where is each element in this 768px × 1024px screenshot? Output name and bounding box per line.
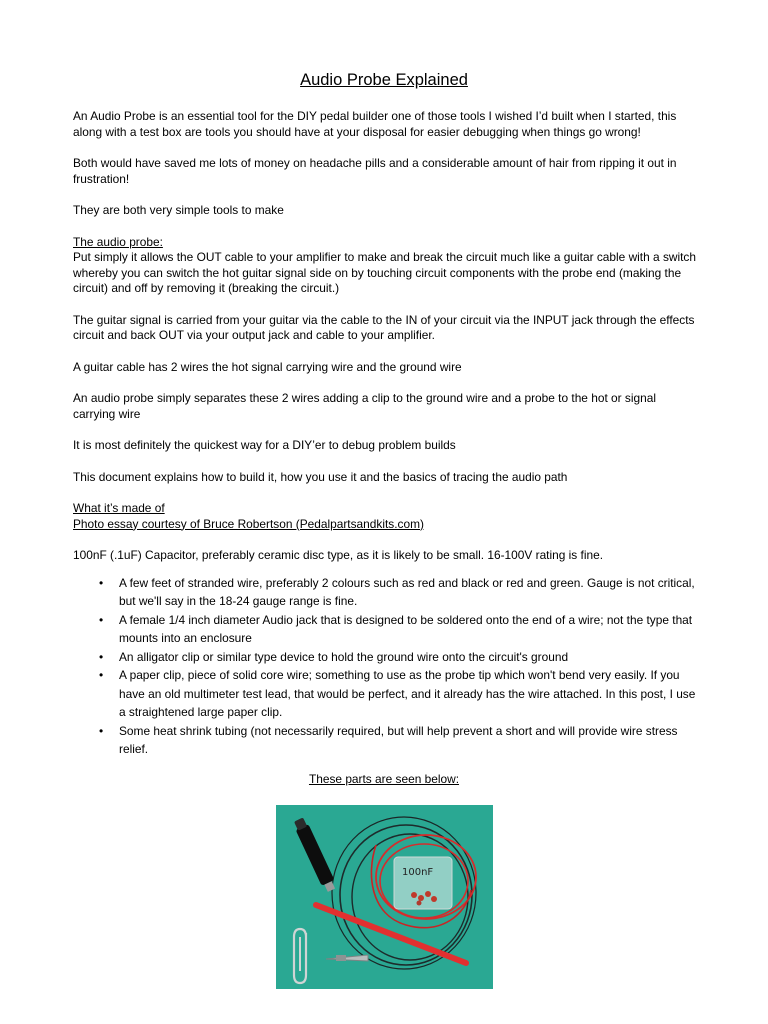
list-item: [99, 611, 698, 648]
parts-photo: [276, 805, 493, 989]
photo-caption: These parts are seen below:: [308, 772, 460, 786]
bullet-icon: •: [99, 575, 104, 590]
document-explains-paragraph: This document explains how to build it, how you use it and the basics of tracing the audio path: [73, 469, 568, 484]
list-item-text: A few feet of stranded wire, preferably 2 colours such as red and black or red and green. Gauge is not critical, but we'll say in the 18-24 gauge range is fine.: [119, 575, 695, 608]
capacitor-paragraph: 100nF (.1uF) Capacitor, preferably ceramic disc type, as it is likely to be small. 16-100V rating is fine.: [73, 548, 604, 562]
audio-probe-heading: The audio probe:: [73, 234, 163, 249]
simple-tools-paragraph: They are both very simple tools to make: [73, 203, 284, 217]
audio-probe-description: Put simply it allows the OUT cable to your amplifier to make and break the circuit much like a guitar cable with a switch whereby you can switch the hot guitar signal side on by touching circuit components with the probe end (making the circuit) and off by removing it (breaking the circuit.): [73, 250, 696, 295]
list-item: [99, 574, 698, 611]
bullet-icon: •: [99, 649, 104, 664]
list-item-text: Some heat shrink tubing (not necessarily required, but will help prevent a short and will provide wire stress relief.: [119, 723, 678, 756]
photo-credit: Photo essay courtesy of Bruce Robertson (Pedalpartsandkits.com): [73, 516, 424, 531]
bullet-icon: •: [99, 723, 104, 738]
parts-photo-illustration: [276, 805, 493, 989]
list-item: [99, 722, 698, 759]
list-item-text: A paper clip, piece of solid core wire; something to use as the probe tip which won't bend very easily. If you have an old multimeter test lead, that would be perfect, and it already has the wire attached. In this post, I use a straightened large paper clip.: [119, 668, 696, 719]
parts-list: [73, 574, 698, 759]
capacitor-bag: [394, 857, 452, 909]
list-item-text: A female 1/4 inch diameter Audio jack that is designed to be soldered onto the end of a wire; not the type that mounts into an enclosure: [119, 612, 693, 645]
list-item-text: An alligator clip or similar type device to hold the ground wire onto the circuit's ground: [119, 649, 569, 664]
document-body: [73, 109, 698, 759]
guitar-cable-paragraph: A guitar cable has 2 wires the hot signal carrying wire and the ground wire: [73, 359, 462, 374]
bullet-icon: •: [99, 612, 104, 627]
headache-paragraph: Both would have saved me lots of money on headache pills and a considerable amount of hair from ripping it out in frustration!: [73, 156, 677, 186]
list-item: [99, 648, 698, 667]
bag-label: 100nF: [402, 867, 434, 878]
list-item: [99, 666, 698, 722]
intro-paragraph: An Audio Probe is an essential tool for the DIY pedal builder one of those tools I wished I’d built when I started, this along with a test box are tools you should have at your disposal for easier debugging when things go wrong!: [73, 109, 677, 139]
quickest-way-paragraph: It is most definitely the quickest way for a DIY’er to debug problem builds: [73, 438, 456, 452]
guitar-signal-paragraph: The guitar signal is carried from your guitar via the cable to the IN of your circuit via the INPUT jack through the effects circuit and back OUT via your output jack and cable to your amplifier.: [73, 312, 695, 342]
page-title: Audio Probe Explained: [300, 71, 468, 89]
bullet-icon: •: [99, 668, 104, 682]
made-of-heading: What it’s made of: [73, 501, 165, 515]
separates-wires-paragraph: An audio probe simply separates these 2 wires adding a clip to the ground wire and a probe to the hot or signal carrying wire: [73, 391, 657, 421]
